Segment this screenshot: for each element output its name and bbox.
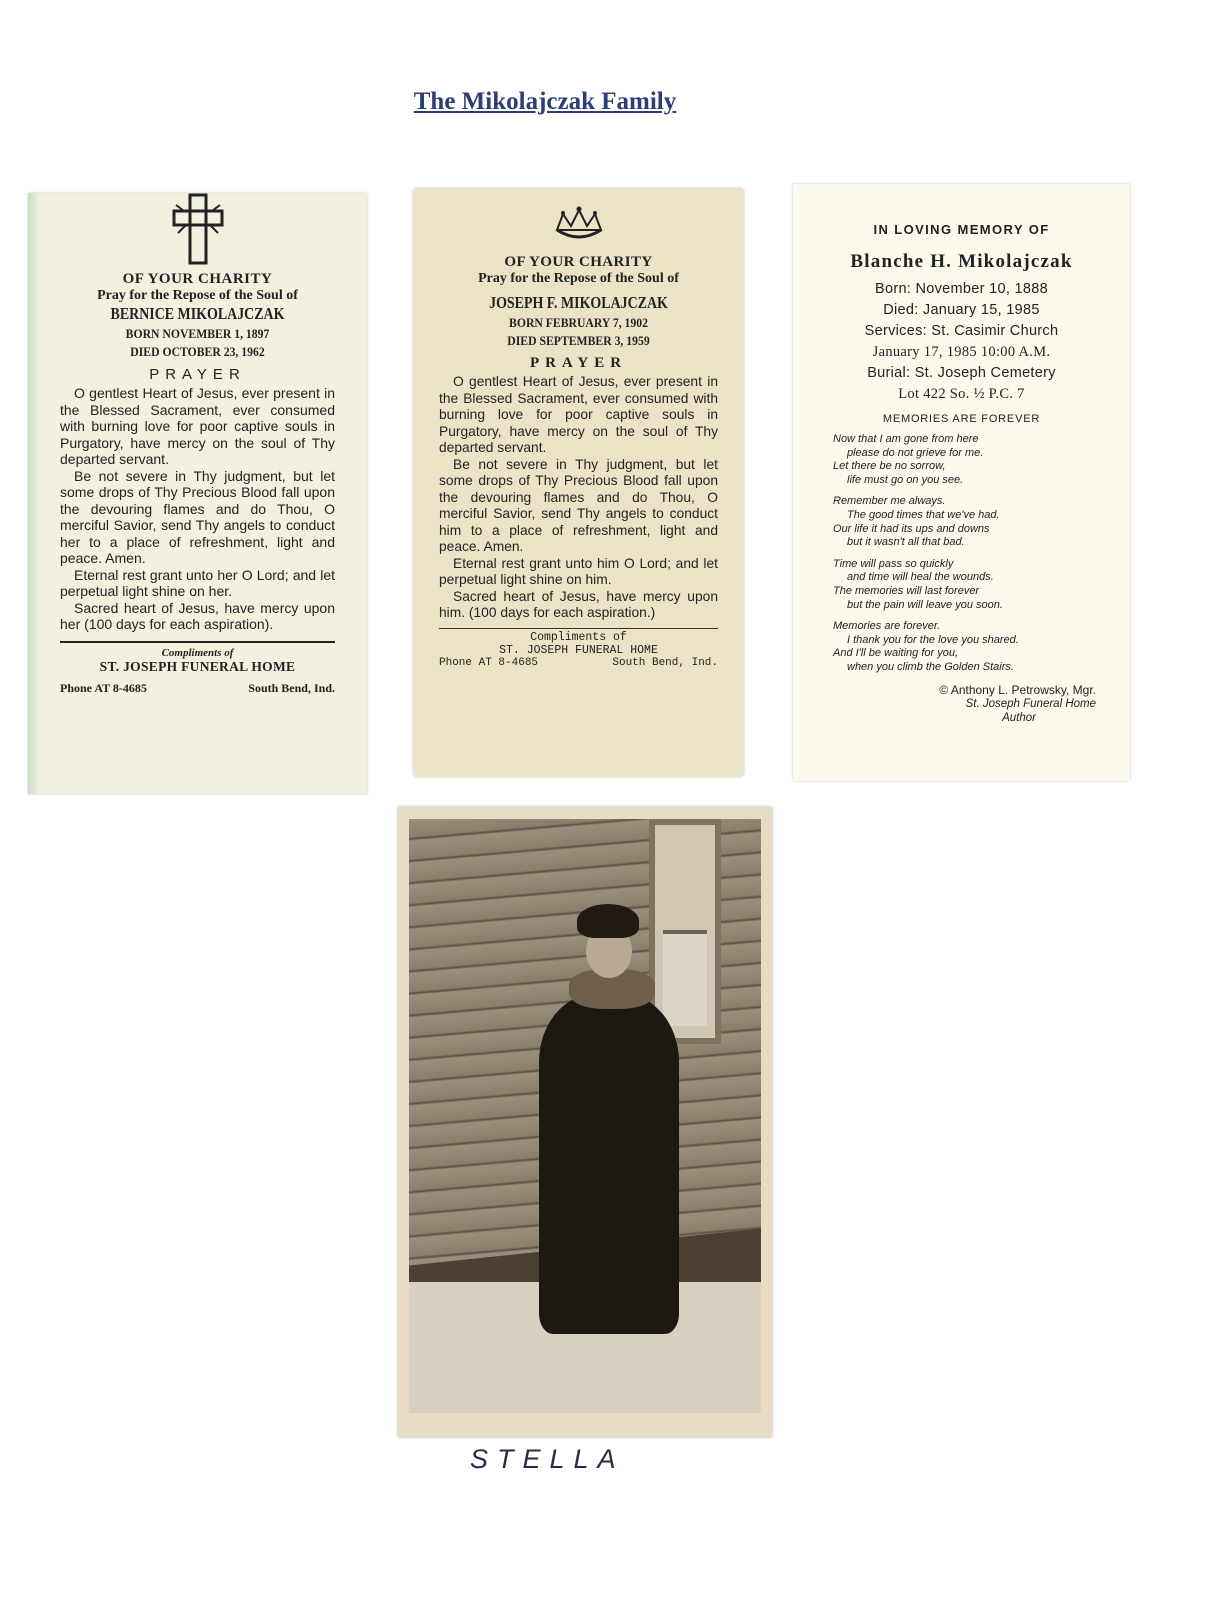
poem-line: and time will heal the wounds. [847,571,994,584]
born-date: BORN NOVEMBER 1, 1897 [125,326,270,341]
card-heading: OF YOUR CHARITY [122,271,273,287]
card-heading: OF YOUR CHARITY [504,254,653,270]
born-date: Born: November 10, 1888 [875,281,1048,297]
memorial-card-blanche [793,184,1130,781]
poem-line: but it wasn't all that bad. [847,536,965,549]
poem-line: Remember me always. [833,495,946,508]
services-time: January 17, 1985 10:00 A.M. [872,344,1051,360]
prayer-paragraph: Sacred heart of Jesus, have mercy upon him. (100 days for each aspiration.) [439,588,718,620]
signature-line: St. Joseph Funeral Home [965,697,1096,710]
prayer-card-bernice [28,193,367,794]
deceased-name: BERNICE MIKOLAJCZAK [110,304,285,323]
phone-number: Phone AT 8-4685 [439,656,539,669]
poem-line: when you climb the Golden Stairs. [847,660,1014,673]
signature-line: Author [1002,711,1036,724]
poem [813,433,1110,675]
poem-line: Now that I am gone from here [833,433,979,445]
poem-line: life must go on you see. [847,473,964,486]
cross-icon [170,193,226,265]
poem-line: Time will pass so quickly [833,557,954,570]
signature-block [813,683,1110,725]
poem-stanza [833,495,1110,549]
poem-line: The good times that we've had. [847,508,1000,521]
prayer-paragraph: O gentlest Heart of Jesus, ever present in the Blessed Sacrament, ever consumed with burning love for poor captive souls in Purgatory, have mercy on the soul of Thy departed servant. [439,374,718,455]
died-date: DIED SEPTEMBER 3, 1959 [507,333,650,348]
card-subheading: Pray for the Repose of the Soul of [97,288,298,303]
prayer-title: PRAYER [529,355,628,371]
divider [60,641,335,643]
divider [439,628,718,629]
poem-line: Let there be no sorrow, [833,460,946,473]
funeral-home-name: ST. JOSEPH FUNERAL HOME [499,643,658,657]
poem-stanza [833,558,1110,612]
woman-coat [539,994,679,1334]
prayer-paragraph: Eternal rest grant unto him O Lord; and let perpetual light shine on him. [439,555,718,587]
poem-line: I thank you for the love you shared. [847,633,1019,646]
poem-line: but the pain will leave you soon. [847,598,1003,611]
died-date: Died: January 15, 1985 [883,302,1040,318]
phone-number: Phone AT 8-4685 [60,680,147,695]
services: Services: St. Casimir Church [864,323,1059,339]
city: South Bend, Ind. [612,656,718,669]
photo-image [409,819,761,1413]
woman-hat [577,904,639,938]
city: South Bend, Ind. [248,680,335,695]
contact-line [60,681,335,696]
signature-line: © Anthony L. Petrowsky, Mgr. [939,682,1096,697]
poem-line: please do not grieve for me. [847,446,984,459]
poem-stanza [833,620,1110,674]
crown-icon [549,204,609,248]
page-title: The Mikolajczak Family [413,88,677,115]
compliments-label: Compliments of [161,646,234,659]
contact-line [439,657,718,669]
compliments-label: Compliments of [530,630,627,644]
poem-line: Memories are forever. [833,620,941,633]
died-date: DIED OCTOBER 23, 1962 [130,344,265,359]
lot: Lot 422 So. ½ P.C. 7 [898,386,1025,402]
deceased-name: JOSEPH F. MIKOLAJCZAK [489,293,668,312]
memories-heading: MEMORIES ARE FOREVER [882,413,1041,425]
prayer-paragraph: Be not severe in Thy judgment, but let some drops of Thy Precious Blood fall upon the devouring flames and do Thou, O merciful Savior, send Thy angels to conduct her to a place of refreshment, light and peace. Amen. [60,467,335,566]
prayer-card-joseph [413,188,744,777]
photo-caption: STELLA [470,1444,625,1474]
photo-stella [398,807,772,1437]
born-date: BORN FEBRUARY 7, 1902 [509,315,648,330]
burial: Burial: St. Joseph Cemetery [867,365,1056,381]
poem-line: The memories will last forever [833,584,980,597]
prayer-paragraph: O gentlest Heart of Jesus, ever present in the Blessed Sacrament, ever consumed with burning love for poor captive souls in Purgatory, have mercy on the soul of Thy departed servant. [60,385,335,467]
card-heading: IN LOVING MEMORY OF [873,222,1050,237]
prayer-paragraph: Be not severe in Thy judgment, but let some drops of Thy Precious Blood fall upon the devouring flames and do Thou, O merciful Savior, send Thy angels to conduct him to a place of refreshment, light and peace. Amen. [439,456,718,554]
poem-stanza [833,433,1110,487]
memorial-details [813,279,1110,405]
prayer-paragraph: Sacred heart of Jesus, have mercy upon her (100 days for each aspiration). [60,599,335,632]
deceased-name: Blanche H. Mikolajczak [850,251,1073,272]
poem-line: And I'll be waiting for you, [833,647,959,660]
prayer-paragraph: Eternal rest grant unto her O Lord; and let perpetual light shine on her. [60,566,335,599]
funeral-home-name: ST. JOSEPH FUNERAL HOME [99,658,296,674]
card-subheading: Pray for the Repose of the Soul of [478,271,679,286]
prayer-title: PRAYER [149,366,246,383]
poem-line: Our life it had its ups and downs [833,522,990,535]
